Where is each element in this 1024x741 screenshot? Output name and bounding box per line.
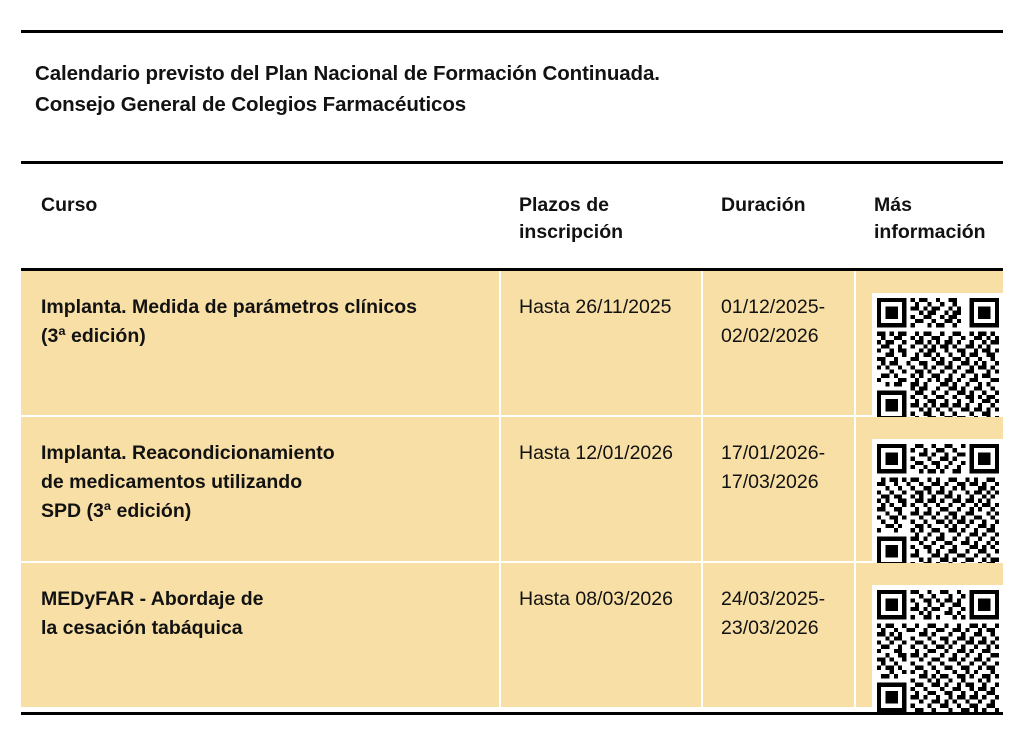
cell-course — [21, 271, 499, 415]
cell-more-info — [854, 563, 1003, 707]
cell-duration — [701, 271, 854, 415]
course-title-line-2: (3ª edición) — [41, 325, 146, 347]
column-header-duration — [701, 164, 854, 268]
cell-more-info — [854, 417, 1003, 561]
column-header-course — [21, 164, 499, 268]
cell-enrollment: Hasta 08/03/2026 — [519, 588, 673, 610]
column-header-more-info-line-1: Más — [874, 194, 912, 216]
table-row — [21, 271, 1003, 415]
cell-more-info — [854, 271, 1003, 415]
column-header-enrollment — [499, 164, 701, 268]
table-row — [21, 417, 1003, 561]
table-header-row — [21, 164, 1003, 268]
course-title-line-1: Implanta. Medida de parámetros clínicos — [41, 296, 418, 318]
column-header-enrollment-line-1: Plazos de — [519, 194, 609, 216]
cell-course — [21, 417, 499, 561]
cell-enrollment: Hasta 26/11/2025 — [519, 296, 672, 318]
course-title-line-2: de medicamentos utilizando — [41, 471, 303, 493]
course-title-line-3: SPD (3ª edición) — [41, 500, 192, 522]
course-title-line-2: la cesación tabáquica — [41, 617, 243, 639]
column-divider — [701, 563, 703, 707]
duration-line-2: 02/02/2026 — [721, 325, 819, 347]
course-title-line-1: Implanta. Reacondicionamiento — [41, 442, 335, 464]
column-divider — [854, 271, 856, 415]
column-divider — [701, 417, 703, 561]
column-header-more-info — [854, 164, 1003, 268]
duration-line-1: 17/01/2026- — [721, 442, 826, 464]
column-divider — [854, 417, 856, 561]
page-title-line-1: Calendario previsto del Plan Nacional de Formación Continuada. — [35, 62, 660, 85]
column-divider — [499, 563, 501, 707]
page-title — [35, 58, 935, 120]
page-title-line-2: Consejo General de Colegios Farmacéuticos — [35, 93, 467, 116]
column-header-duration-line-1: Duración — [721, 194, 806, 216]
table-row — [21, 563, 1003, 707]
column-divider — [854, 563, 856, 707]
cell-enrollment: Hasta 12/01/2026 — [519, 442, 673, 464]
qr-code-icon[interactable] — [872, 585, 1004, 717]
column-header-more-info-line-2: información — [874, 221, 986, 243]
column-divider — [701, 271, 703, 415]
duration-line-2: 23/03/2026 — [721, 617, 819, 639]
duration-line-1: 24/03/2025- — [721, 588, 826, 610]
column-divider — [499, 271, 501, 415]
column-header-enrollment-line-2: inscripción — [519, 221, 624, 243]
courses-table — [21, 164, 1003, 707]
top-divider — [21, 30, 1003, 33]
cell-course — [21, 563, 499, 707]
duration-line-2: 17/03/2026 — [721, 471, 819, 493]
cell-duration — [701, 417, 854, 561]
cell-duration — [701, 563, 854, 707]
column-divider — [499, 417, 501, 561]
duration-line-1: 01/12/2025- — [721, 296, 826, 318]
qr-code-icon[interactable] — [872, 293, 1004, 425]
course-title-line-1: MEDyFAR - Abordaje de — [41, 588, 264, 610]
qr-code-icon[interactable] — [872, 439, 1004, 571]
bottom-divider — [21, 712, 1003, 715]
column-header-course-line-1: Curso — [41, 194, 98, 216]
